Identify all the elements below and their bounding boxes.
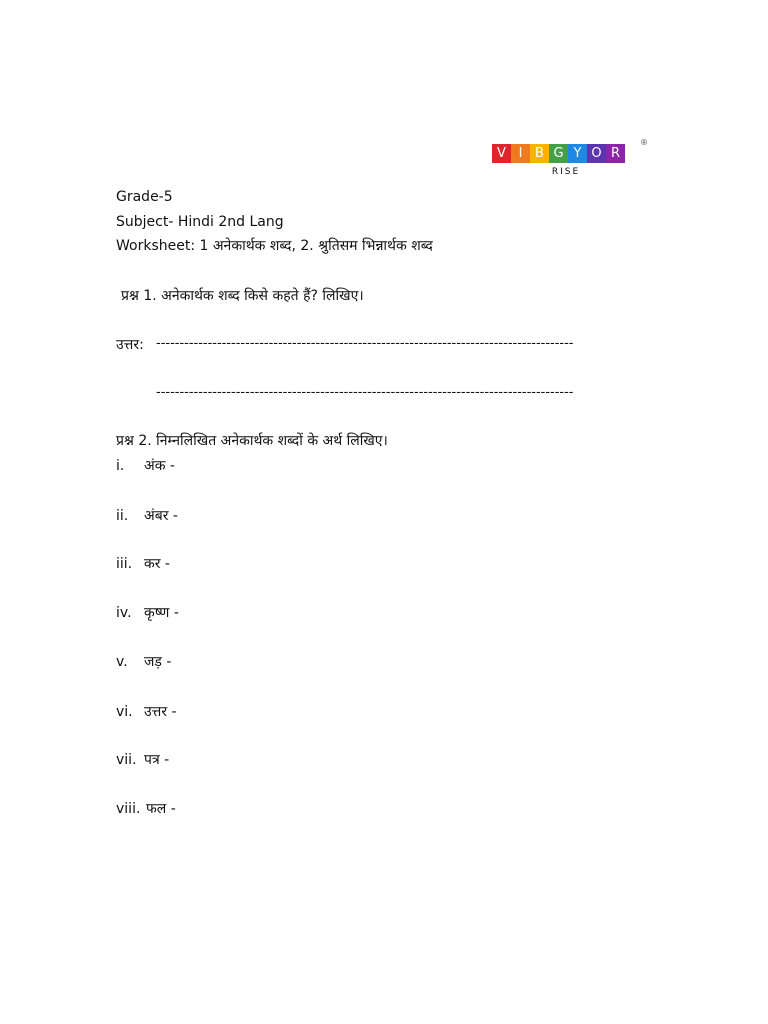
logo-letter-y: Y [568, 144, 587, 163]
item-word: उत्तर - [144, 704, 177, 720]
registered-mark: ® [640, 138, 648, 147]
logo-letter-o: O [587, 144, 606, 163]
item-number: iii. [116, 556, 133, 572]
item-word: पत्र - [144, 752, 170, 768]
list-item [116, 604, 179, 622]
logo-letter-i: I [511, 144, 530, 163]
list-item [116, 507, 178, 525]
logo-letter-v: V [492, 144, 511, 163]
item-number: i. [116, 458, 125, 474]
list-item [116, 800, 176, 818]
logo-letter-b: B [530, 144, 549, 163]
item-word: अंबर - [144, 508, 178, 524]
list-item [116, 653, 171, 671]
answer-line-2: ----------------------------------------------------------------------------------------- [156, 385, 574, 400]
list-item [116, 703, 177, 721]
item-word: जड़ - [144, 654, 172, 670]
item-number: vi. [116, 704, 133, 720]
item-word: कृष्ण - [144, 605, 179, 621]
item-number: ii. [116, 508, 129, 524]
item-word: अंक - [144, 458, 175, 474]
question-1: प्रश्न 1. अनेकार्थक शब्द किसे कहते हैं? लिखिए। [121, 288, 364, 304]
question-2: प्रश्न 2. निम्नलिखित अनेकार्थक शब्दों के अर्थ लिखिए। [116, 433, 388, 449]
list-item [116, 751, 169, 769]
subject-label: Subject- Hindi 2nd Lang [116, 214, 284, 230]
logo-letters [492, 144, 625, 163]
item-number: viii. [116, 801, 141, 817]
answer-label: उत्तर: [116, 337, 144, 353]
grade-label: Grade-5 [116, 189, 173, 205]
item-number: iv. [116, 605, 132, 621]
item-number: v. [116, 654, 128, 670]
answer-line-1: ----------------------------------------------------------------------------------------- [156, 336, 574, 351]
item-number: vii. [116, 752, 137, 768]
list-item [116, 457, 175, 475]
list-item [116, 555, 170, 573]
item-word: फल - [146, 801, 176, 817]
vibgyor-rise-logo [490, 140, 650, 182]
worksheet-title: Worksheet: 1 अनेकार्थक शब्द, 2. श्रुतिसम भिन्नार्थक शब्द [116, 238, 433, 254]
logo-letter-g: G [549, 144, 568, 163]
logo-subtitle: RISE [551, 167, 581, 177]
item-word: कर - [144, 556, 170, 572]
logo-letter-r: R [606, 144, 625, 163]
